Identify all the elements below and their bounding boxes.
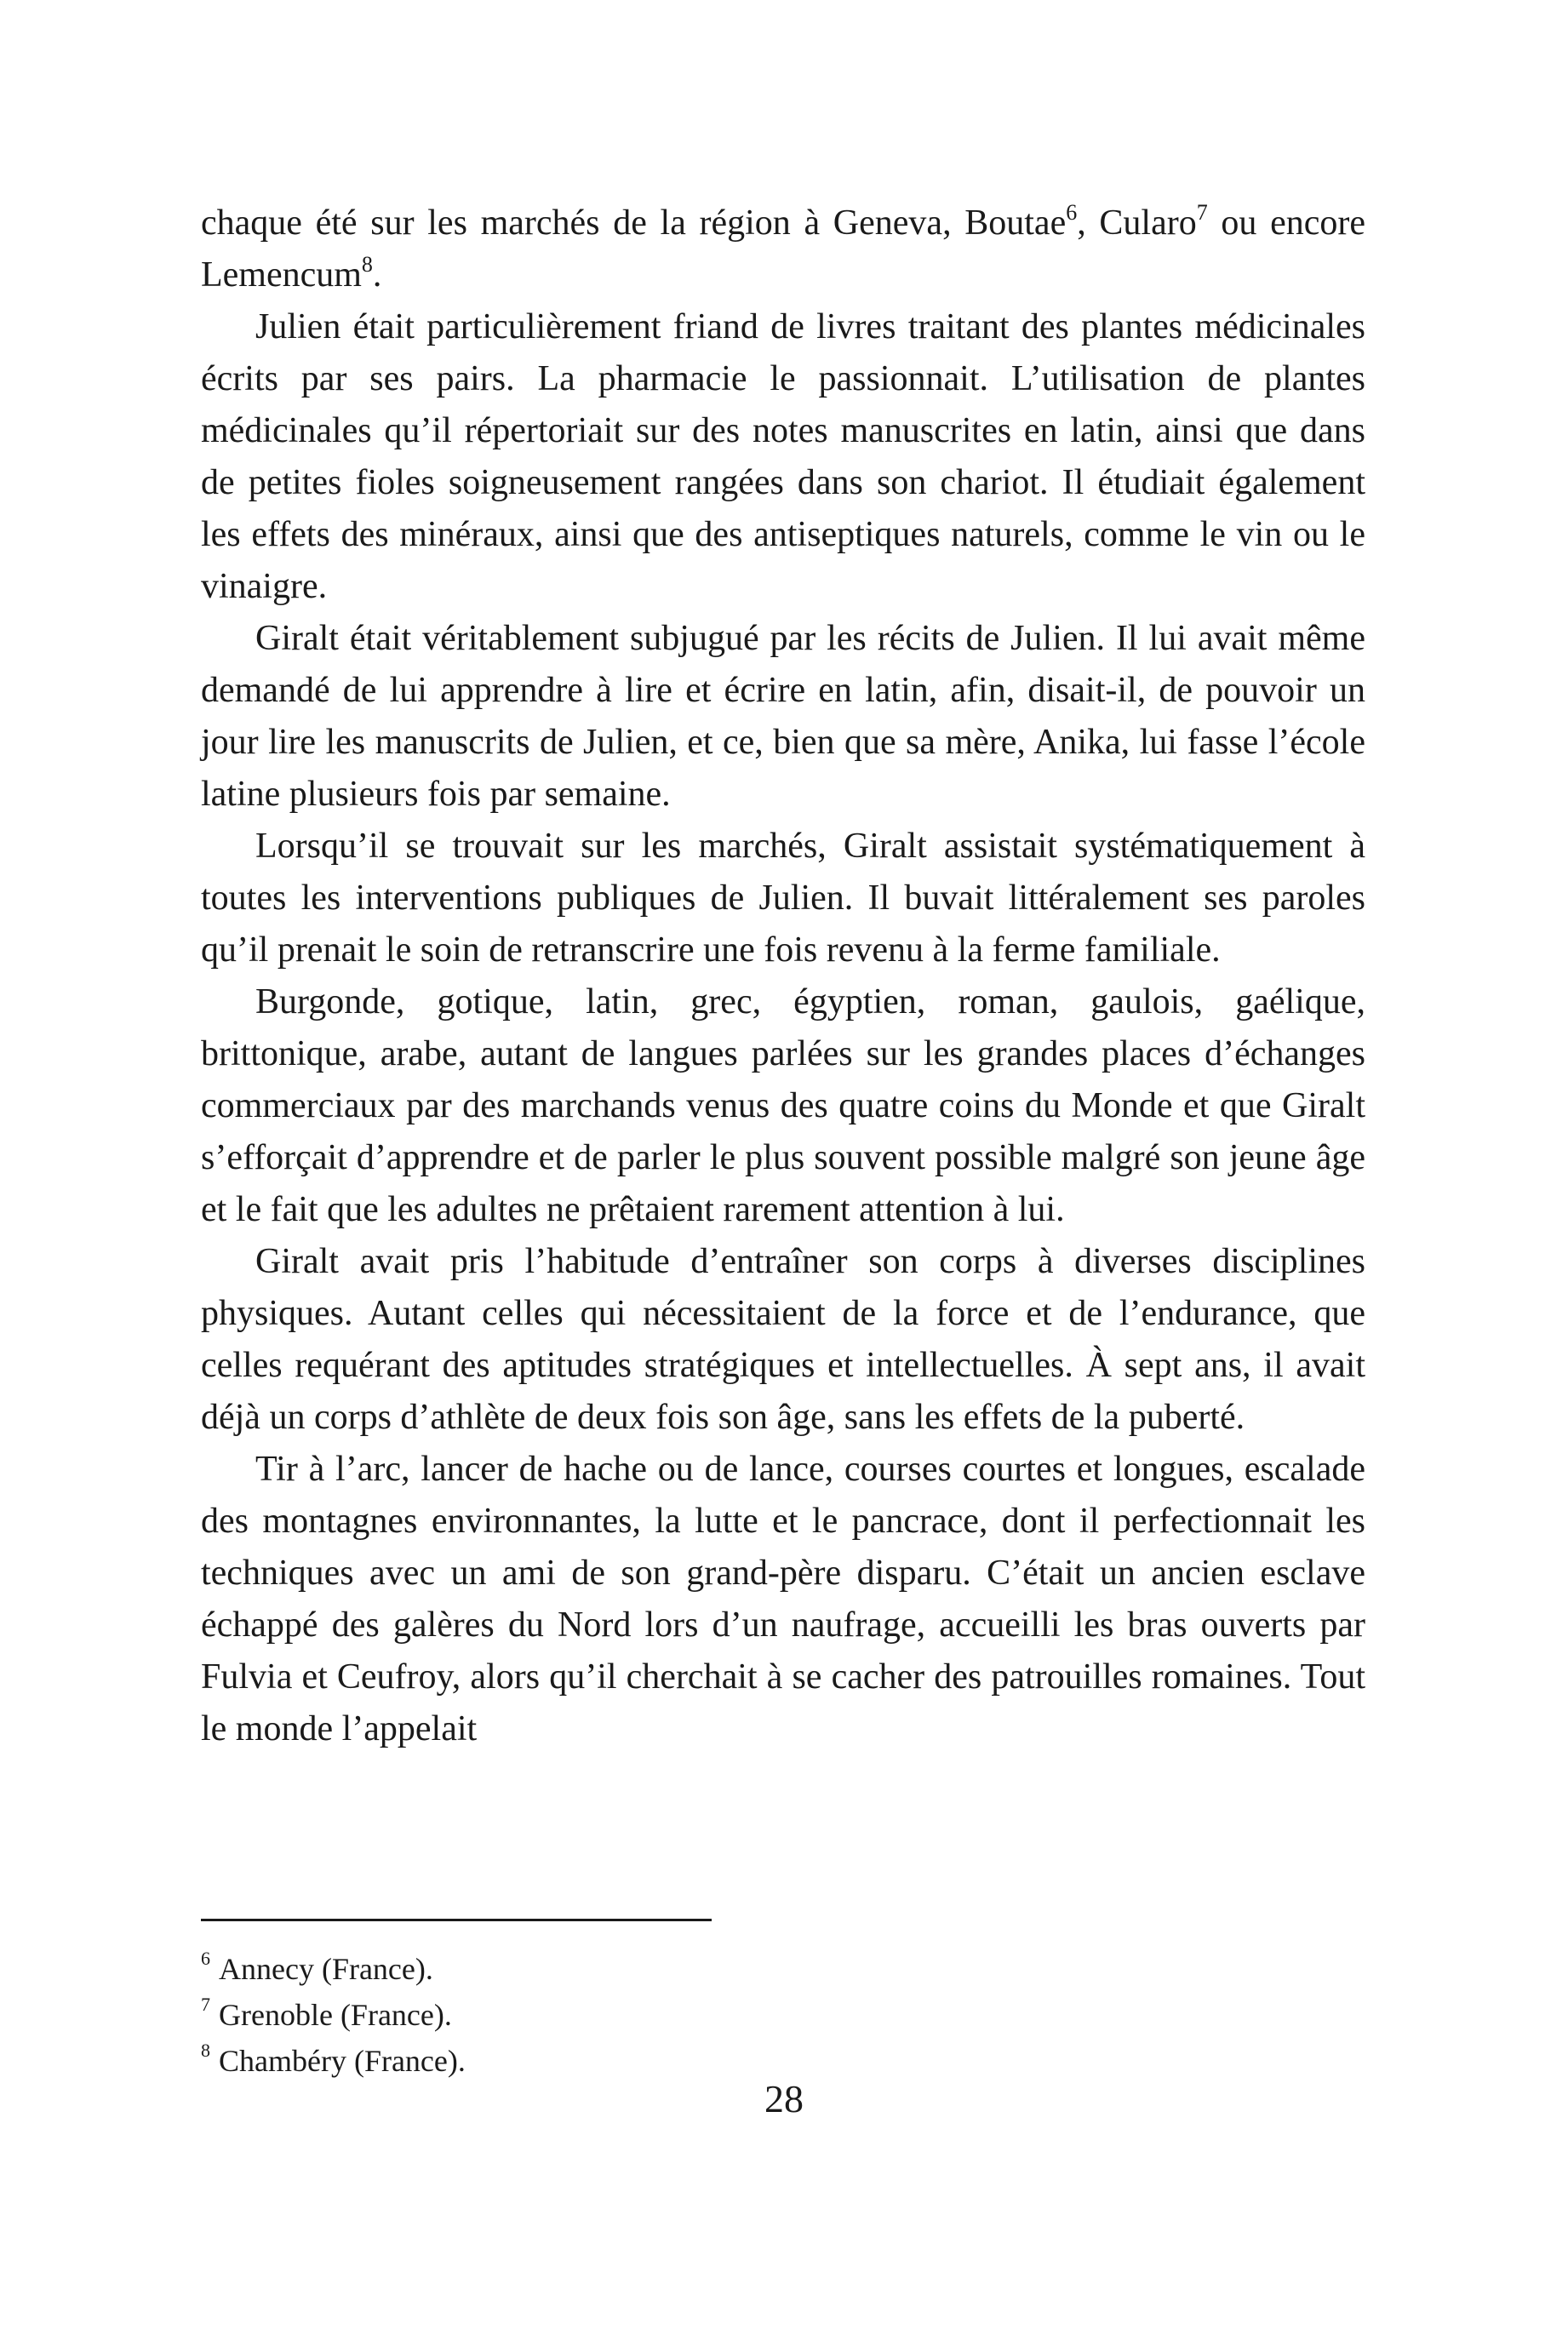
footnote-text: Annecy (France). <box>219 1952 433 1986</box>
paragraph-text: , Cularo <box>1077 203 1197 243</box>
footnote-reference: 7 <box>1196 200 1208 225</box>
footnote-number: 7 <box>201 1994 210 2015</box>
footnote-text: Grenoble (France). <box>219 1998 452 2032</box>
paragraph <box>201 1236 1365 1444</box>
footnotes <box>201 1946 1365 2084</box>
paragraph-text: chaque été sur les marchés de la région à Geneva, Boutae <box>201 203 1067 243</box>
footnote-separator <box>201 1919 712 1921</box>
footnote-reference: 8 <box>361 252 373 277</box>
footnote-number: 6 <box>201 1948 210 1969</box>
paragraph-text: Giralt avait pris l’habitude d’entraîner son corps à diverses disciplines physiques. Autant celles qui nécessitaient de la force et de l’endurance, que celles requérant des aptitudes stratégiques et intellectuelles. À sept ans, il avait déjà un corps d’athlète de deux fois son âge, sans les effets de la puberté. <box>201 1242 1365 1437</box>
footnote-reference: 6 <box>1066 200 1078 225</box>
paragraph-text: Lorsqu’il se trouvait sur les marchés, Giralt assistait systématiquement à toutes les interventions publiques de Julien. Il buvait littéralement ses paroles qu’il prenait le soin de retranscrire une fois revenu à la ferme familiale. <box>201 827 1365 970</box>
paragraph-text: ou encore Lemencum <box>201 203 1365 295</box>
paragraph <box>201 301 1365 613</box>
paragraph-text: . <box>372 255 382 295</box>
paragraph-text: Tir à l’arc, lancer de hache ou de lance, courses courtes et longues, escalade des montagnes environnantes, la lutte et le pancrace, dont il perfectionnait les techniques avec un ami de son grand-père disparu. C’était un ancien esclave échappé des galères du Nord lors d’un naufrage, accueilli les bras ouverts par Fulvia et Ceufroy, alors qu’il cherchait à se cacher des patrouilles romaines. Tout le monde l’appelait <box>201 1450 1365 1748</box>
paragraph <box>201 197 1365 301</box>
paragraph-text: Julien était particulièrement friand de livres traitant des plantes médicinales écrits par ses pairs. La pharmacie le passionnait. L’utilisation de plantes médicinales qu’il répertoriait sur des notes manuscrites en latin, ainsi que dans de petites fioles soigneusement rangées dans son chariot. Il étudiait également les effets des minéraux, ainsi que des antiseptiques naturels, comme le vin ou le vinaigre. <box>201 307 1365 606</box>
paragraph <box>201 821 1365 976</box>
footnote-number: 8 <box>201 2040 210 2061</box>
paragraph <box>201 976 1365 1236</box>
page-number: 28 <box>764 2077 804 2120</box>
paragraph <box>201 613 1365 821</box>
footnote <box>201 1992 1365 2038</box>
paragraph-text: Giralt était véritablement subjugué par les récits de Julien. Il lui avait même demandé de lui apprendre à lire et écrire en latin, afin, disait-il, de pouvoir un jour lire les manuscrits de Julien, et ce, bien que sa mère, Anika, lui fasse l’école latine plusieurs fois par semaine. <box>201 619 1365 814</box>
paragraph-text: Burgonde, gotique, latin, grec, égyptien, roman, gaulois, gaélique, brittonique, arabe, autant de langues parlées sur les grandes places d’échanges commerciaux par des marchands venus des quatre coins du Monde et que Giralt s’efforçait d’apprendre et de parler le plus souvent possible malgré son jeune âge et le fait que les adultes ne prêtaient rarement attention à lui. <box>201 982 1365 1229</box>
footnote-text: Chambéry (France). <box>219 2044 466 2078</box>
body-text <box>201 197 1365 1755</box>
footnote <box>201 1946 1365 1992</box>
paragraph <box>201 1444 1365 1755</box>
